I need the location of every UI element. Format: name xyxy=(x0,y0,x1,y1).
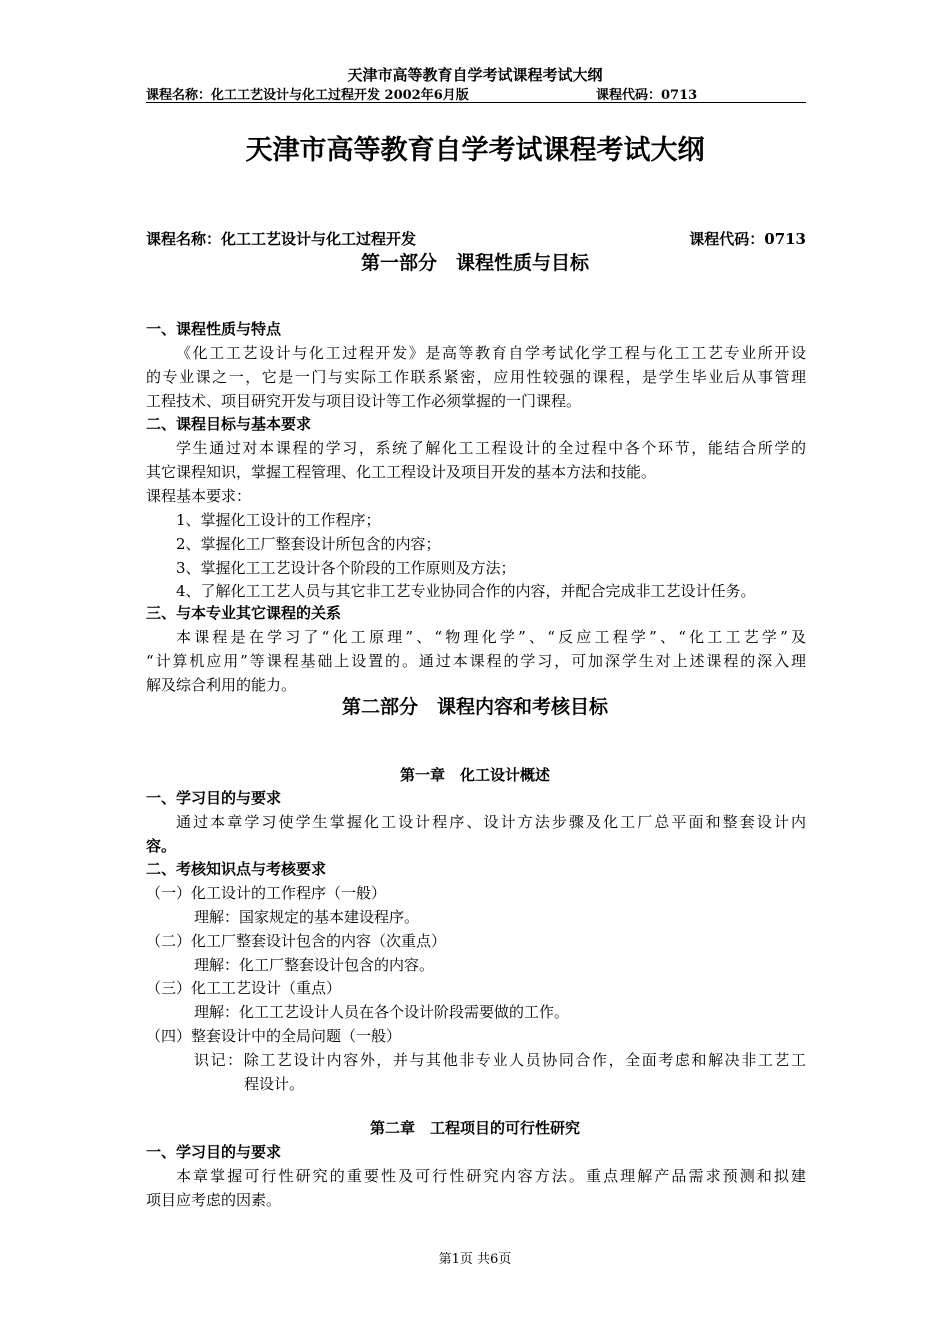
running-header-code: 课程代码：0713 xyxy=(596,88,698,103)
paragraph-line: 其它课程知识，掌握工程管理、化工工程设计及项目开发的基本方法和技能。 xyxy=(146,463,657,481)
page-number: 第1页 共6页 xyxy=(438,1252,512,1267)
knowledge-detail: 识记：除工艺设计内容外，并与其他非专业人员协同合作，全面考虑和解决非工艺工 xyxy=(194,1051,806,1069)
section-title: 三、与本专业其它课程的关系 xyxy=(146,604,342,622)
knowledge-point: （一）化工设计的工作程序（一般） xyxy=(146,884,387,902)
paragraph-line: 项目应考虑的因素。 xyxy=(146,1191,282,1209)
paragraph-line: 解及综合利用的能力。 xyxy=(146,676,297,694)
requirement-item: 1、掌握化工设计的工作程序； xyxy=(176,511,381,529)
requirement-item: 2、掌握化工厂整套设计所包含的内容； xyxy=(176,535,441,553)
course-code: 课程代码：0713 xyxy=(689,230,806,248)
requirement-item: 3、掌握化工工艺设计各个阶段的工作原则及方法； xyxy=(176,559,516,577)
part2-title: 第二部分 课程内容和考核目标 xyxy=(341,696,608,718)
course-name: 课程名称：化工工艺设计与化工过程开发 xyxy=(146,230,417,248)
paragraph-line: 通过本章学习使学生掌握化工设计程序、设计方法步骤及化工厂总平面和整套设计内 xyxy=(176,813,806,831)
knowledge-detail: 理解：化工厂整套设计包含的内容。 xyxy=(194,956,435,974)
running-header-course: 课程名称：化工工艺设计与化工过程开发 2002年6月版 xyxy=(146,88,469,103)
paragraph-line: 本章掌握可行性研究的重要性及可行性研究内容方法。重点理解产品需求预测和拟建 xyxy=(176,1167,806,1185)
knowledge-point: （三）化工工艺设计（重点） xyxy=(146,979,342,997)
paragraph-line: 的专业课之一，它是一门与实际工作联系紧密，应用性较强的课程，是学生毕业后从事管理 xyxy=(146,368,806,386)
requirement-item: 4、了解化工工艺人员与其它非工艺专业协同合作的内容，并配合完成非工艺设计任务。 xyxy=(176,582,756,600)
chapter-title: 第二章 工程项目的可行性研究 xyxy=(369,1119,580,1137)
section-title: 一、学习目的与要求 xyxy=(146,1143,282,1161)
paragraph-line: 容。 xyxy=(146,837,177,855)
section-title: 二、课程目标与基本要求 xyxy=(146,415,312,433)
section-title: 一、课程性质与特点 xyxy=(146,320,282,338)
paragraph-line: “计算机应用”等课程基础上设置的。通过本课程的学习，可加深学生对上述课程的深入理 xyxy=(146,652,806,670)
requirements-label: 课程基本要求： xyxy=(146,487,252,505)
chapter-title: 第一章 化工设计概述 xyxy=(399,766,550,784)
paragraph-line: 工程技术、项目研究开发与项目设计等工作必须掌握的一门课程。 xyxy=(146,392,582,410)
paragraph-line: 本课程是在学习了“化工原理”、“物理化学”、“反应工程学”、“化工工艺学”及 xyxy=(176,628,806,646)
running-header-title: 天津市高等教育自学考试课程考试大纲 xyxy=(347,66,603,84)
header-rule xyxy=(146,102,806,103)
document-title: 天津市高等教育自学考试课程考试大纲 xyxy=(245,135,705,166)
knowledge-detail: 理解：化工工艺设计人员在各个设计阶段需要做的工作。 xyxy=(194,1003,570,1021)
part1-title: 第一部分 课程性质与目标 xyxy=(360,252,589,274)
knowledge-detail: 理解：国家规定的基本建设程序。 xyxy=(194,908,420,926)
paragraph-line: 《化工工艺设计与化工过程开发》是高等教育自学考试化学工程与化工工艺专业所开设 xyxy=(176,344,806,362)
section-title: 一、学习目的与要求 xyxy=(146,789,282,807)
section-title: 二、考核知识点与考核要求 xyxy=(146,860,327,878)
knowledge-point: （四）整套设计中的全局问题（一般） xyxy=(146,1027,402,1045)
paragraph-line: 学生通过对本课程的学习，系统了解化工工程设计的全过程中各个环节，能结合所学的 xyxy=(176,439,806,457)
knowledge-point: （二）化工厂整套设计包含的内容（次重点） xyxy=(146,932,447,950)
knowledge-detail: 程设计。 xyxy=(244,1075,305,1093)
